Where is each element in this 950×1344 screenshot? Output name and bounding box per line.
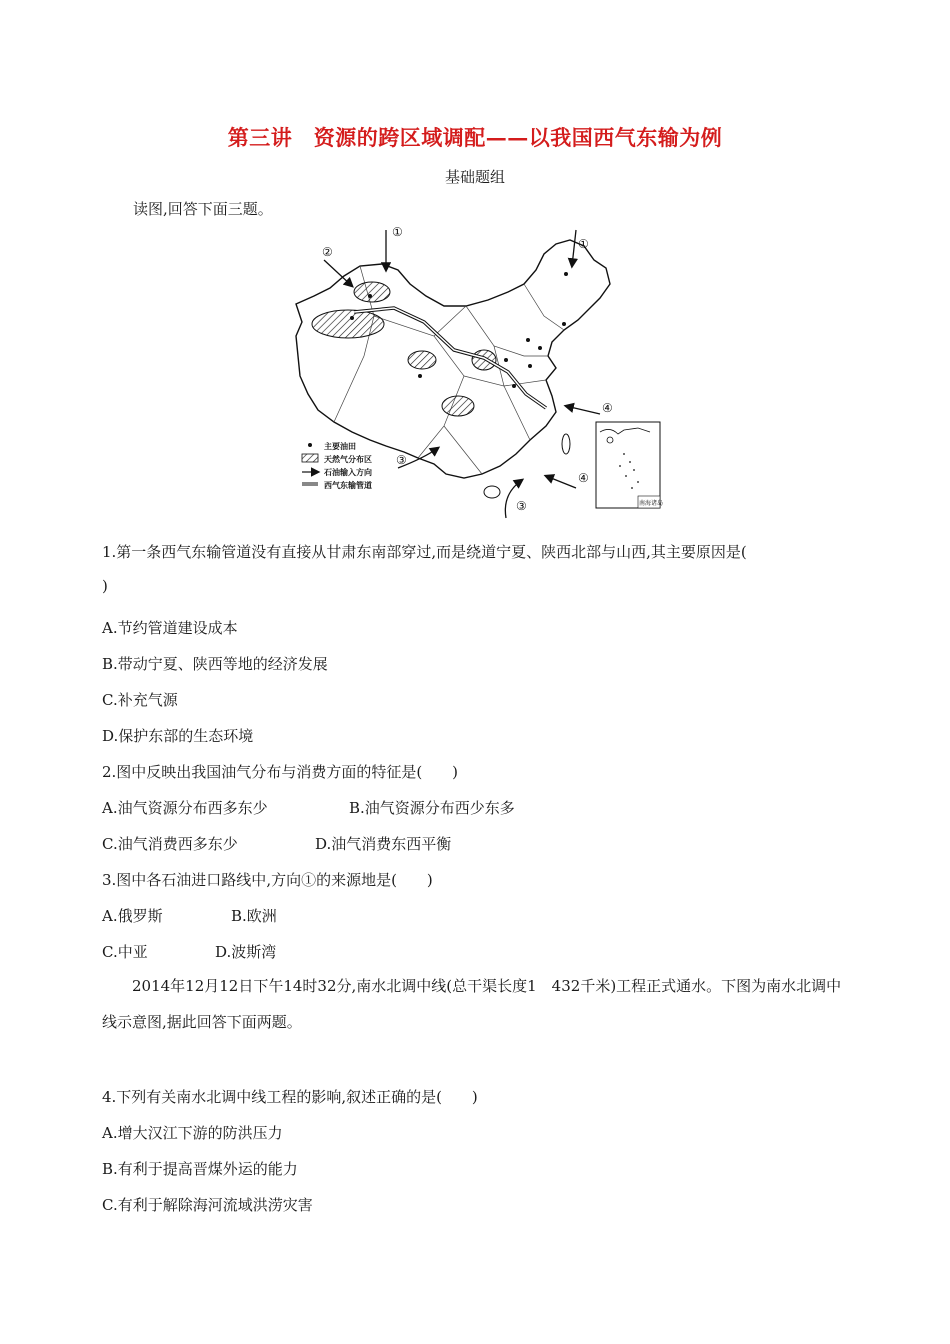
q1-option-b: B.带动宁夏、陕西等地的经济发展 [102,655,328,673]
page-title: 第三讲 资源的跨区域调配——以我国西气东输为例 [227,125,723,150]
passage-text: 2014年12月12日下午14时32分,南水北调中线(总干渠长度1 432千米)工程正式通水。下图为南水北调中线示意图,据此回答下面两题。 [102,977,842,1031]
q1-option-a: A.节约管道建设成本 [102,619,238,637]
inset-label: 南海诸岛 [639,500,664,507]
hainan-island [484,486,500,498]
q3-option-d: D.波斯湾 [215,943,277,961]
taiwan-island [562,434,570,454]
intro-text: 读图,回答下面三题。 [133,200,273,218]
route-label: ③ [516,499,527,513]
route-label: ④ [602,401,613,415]
oil-route-4-se [546,476,576,488]
route-label: ① [578,237,589,251]
oil-route-4-east [566,406,600,414]
q3-stem: 3.图中各石油进口路线中,方向①的来源地是( ) [102,871,433,889]
q2-option-d: D.油气消费东西平衡 [315,835,452,853]
q3-option-c: C.中亚 [102,943,148,961]
q2-option-c: C.油气消费西多东少 [102,835,238,853]
route-label: ② [322,245,333,259]
gas-area-qaidam [408,351,436,369]
q2-stem: 2.图中反映出我国油气分布与消费方面的特征是( ) [102,763,459,781]
q4-stem: 4.下列有关南水北调中线工程的影响,叙述正确的是( ) [102,1088,478,1106]
q1-option-d: D.保护东部的生态环境 [102,727,254,745]
q2-option-a: A.油气资源分布西多东少 [102,799,268,817]
section-subtitle: 基础题组 [444,168,505,186]
gas-area-sichuan [442,396,474,416]
route-label: ③ [396,453,407,467]
q3-option-a: A.俄罗斯 [102,907,163,925]
gas-area-tarim [312,310,384,338]
south-china-sea-inset [596,422,663,508]
map-legend [302,441,372,490]
china-gas-pipeline-map [294,226,666,522]
q1-stem: 1.第一条西气东输管道没有直接从甘肃东南部穿过,而是绕道宁夏、陕西北部与山西,其主要原因是( [102,543,747,561]
route-label: ① [392,226,403,239]
legend-pipeline: 西气东输管道 [324,480,372,490]
q4-option-a: A.增大汉江下游的防洪压力 [102,1124,283,1142]
q1-stem-end: ) [102,577,108,595]
oil-route-1-east [572,230,576,266]
q4-option-c: C.有利于解除海河流域洪涝灾害 [102,1196,313,1214]
legend-gas-area: 天然气分布区 [324,454,372,464]
q1-option-c: C.补充气源 [102,691,178,709]
legend-oil-import: 石油输入方向 [324,467,372,477]
route-label: ④ [578,471,589,485]
q4-option-b: B.有利于提高晋煤外运的能力 [102,1160,298,1178]
q3-option-b: B.欧洲 [231,907,277,925]
legend-oil-field: 主要油田 [324,441,356,451]
gas-area-junggar [354,282,390,302]
q2-option-b: B.油气资源分布西少东多 [349,799,515,817]
